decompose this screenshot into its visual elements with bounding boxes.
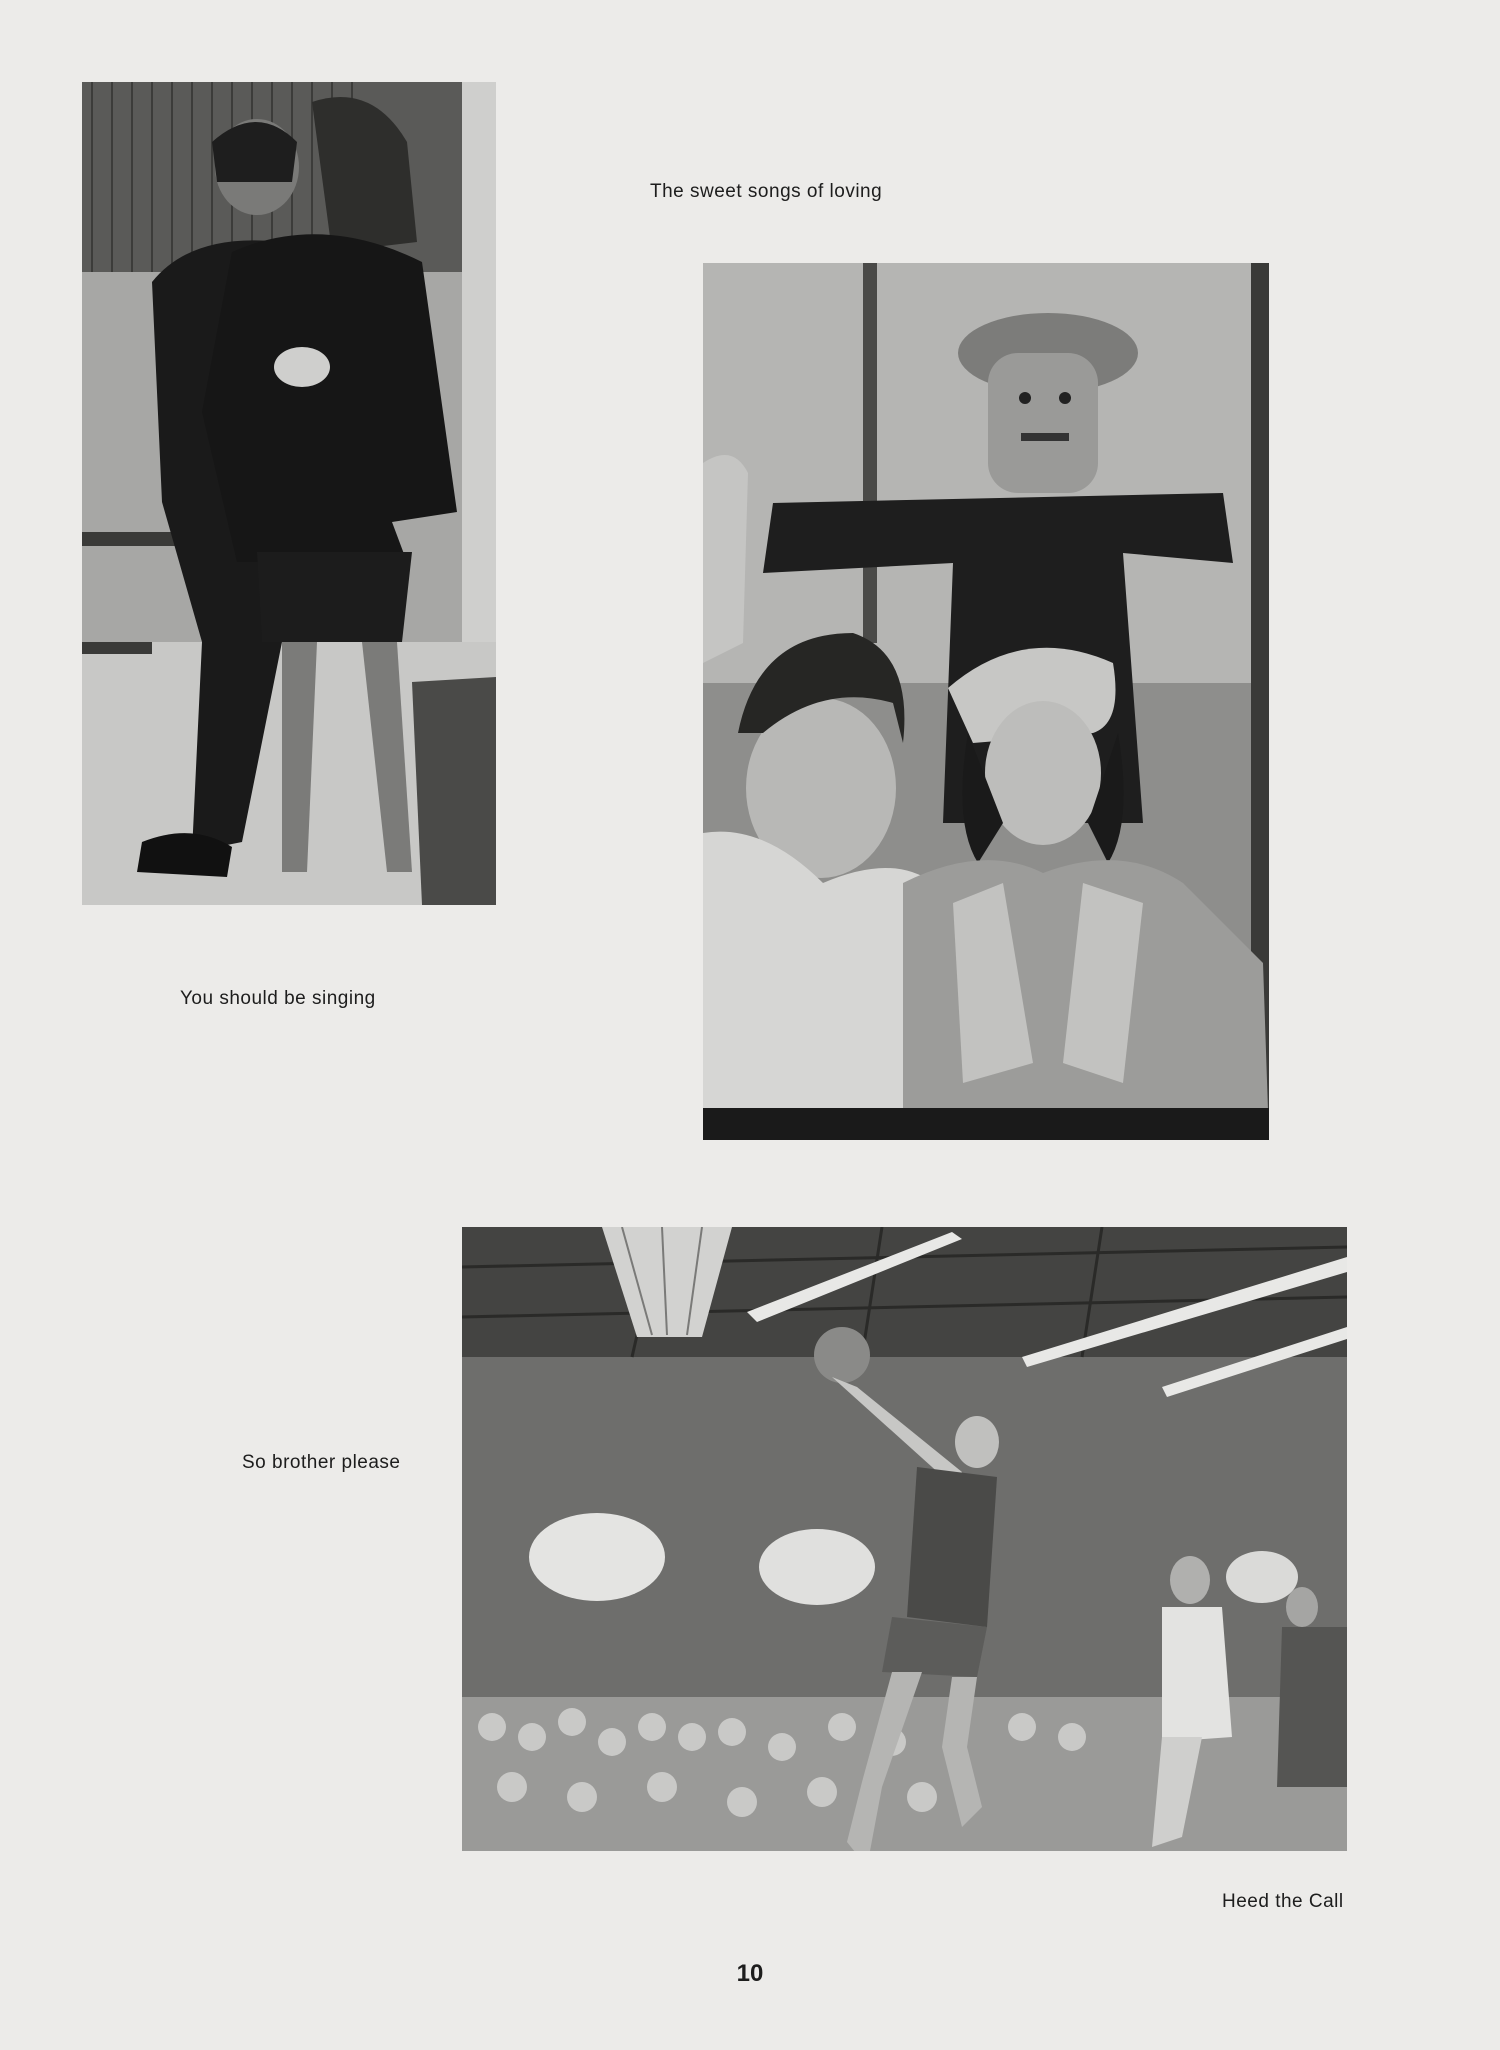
basketball-image	[462, 1227, 1347, 1851]
dancing-couple-image	[82, 82, 496, 905]
caption-brother-please: So brother please	[242, 1452, 401, 1473]
caption-heed-the-call: Heed the Call	[1222, 1891, 1344, 1912]
photo-dancing-couple	[82, 82, 496, 905]
caption-should-be-singing: You should be singing	[180, 988, 376, 1009]
photo-basketball	[462, 1227, 1347, 1851]
page-number: 10	[736, 1960, 764, 1987]
scarecrow-couple-image	[703, 263, 1269, 1140]
caption-sweet-songs: The sweet songs of loving	[650, 181, 883, 202]
photo-scarecrow-couple	[703, 263, 1269, 1140]
